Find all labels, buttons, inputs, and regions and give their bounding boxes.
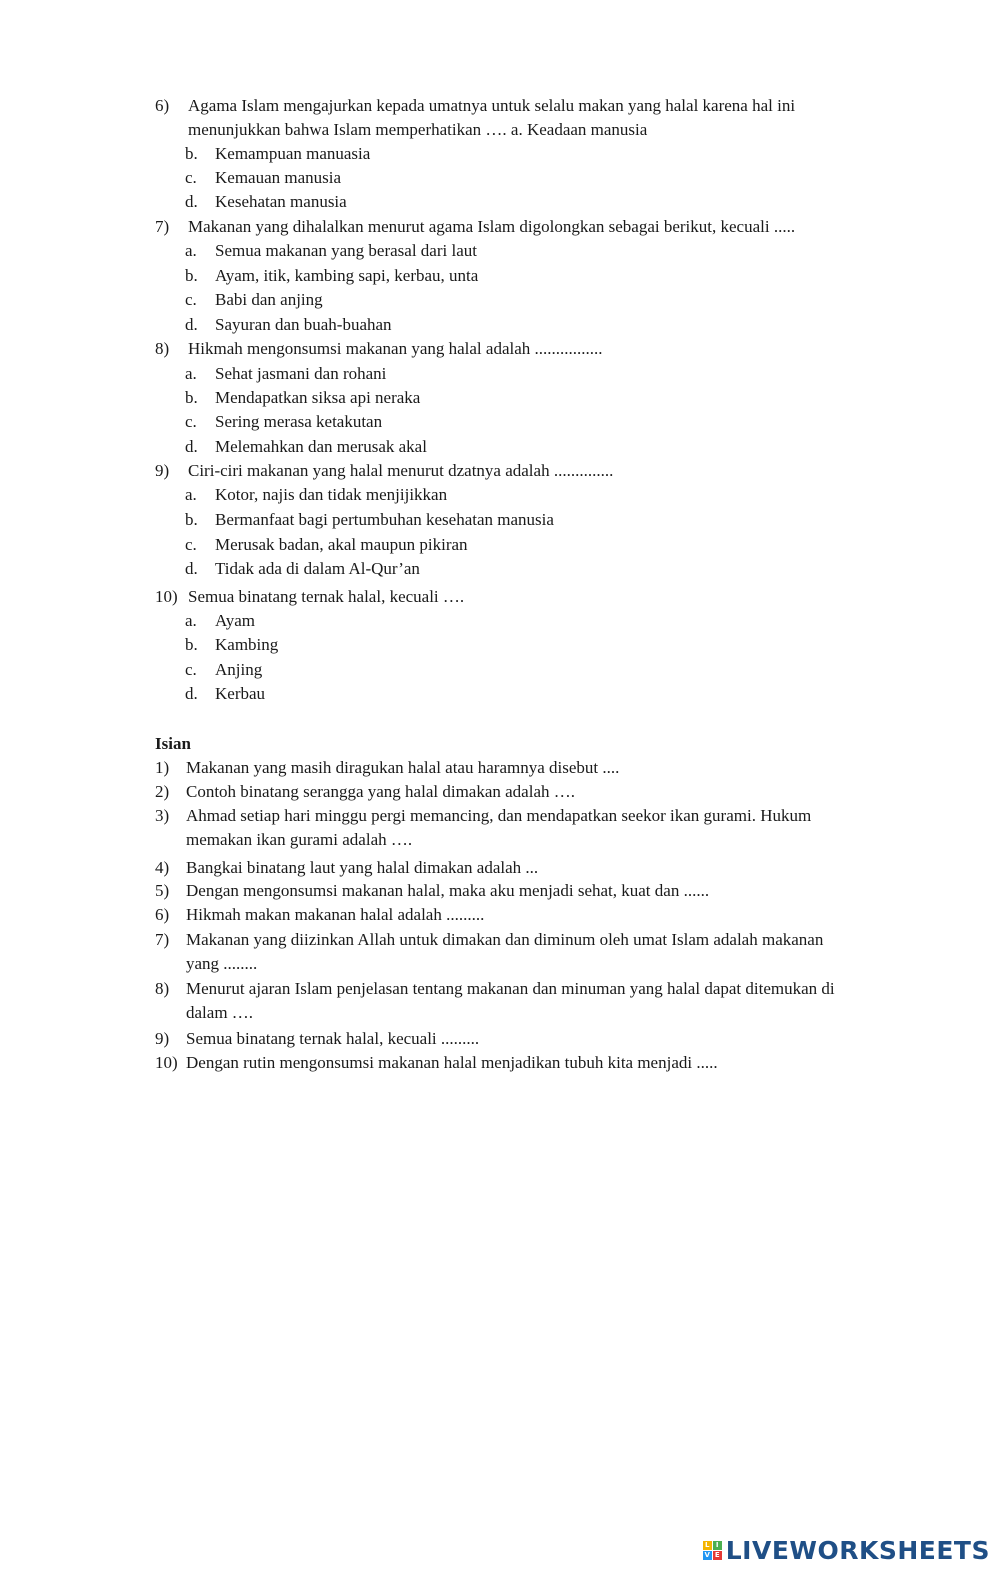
question-text: Semua binatang ternak halal, kecuali …. xyxy=(188,587,465,606)
option-item xyxy=(185,533,468,557)
item-number: 5) xyxy=(155,881,170,900)
option-text: Sering merasa ketakutan xyxy=(215,412,383,431)
question-7 xyxy=(155,215,915,239)
fill-in-item xyxy=(155,903,915,927)
option-letter: d. xyxy=(185,437,198,456)
option-item xyxy=(185,410,382,434)
option-letter: a. xyxy=(185,611,197,630)
option-letter: b. xyxy=(185,510,198,529)
option-letter: b. xyxy=(185,388,198,407)
option-letter: d. xyxy=(185,315,198,334)
fill-in-item xyxy=(155,780,915,804)
question-text-continued: menunjukkan bahwa Islam memperhatikan …. a. Keadaan manusia xyxy=(188,120,648,139)
logo-mark-cell: V xyxy=(704,1550,710,1559)
option-text: Babi dan anjing xyxy=(215,290,323,309)
option-letter: d. xyxy=(185,559,198,578)
option-text: Kerbau xyxy=(215,684,266,703)
option-item xyxy=(185,239,477,263)
item-number: 7) xyxy=(155,930,170,949)
logo-mark-cell: I xyxy=(713,1541,722,1550)
option-item xyxy=(185,609,255,633)
question-number: 10) xyxy=(155,587,178,606)
option-item xyxy=(185,682,265,706)
item-text: Hikmah makan makanan halal adalah ......... xyxy=(186,905,485,924)
question-9 xyxy=(155,459,915,483)
question-number: 9) xyxy=(155,461,170,480)
item-text-continued: yang ........ xyxy=(186,954,258,973)
option-text: Kambing xyxy=(215,635,279,654)
fill-in-item xyxy=(155,756,915,780)
item-text: Menurut ajaran Islam penjelasan tentang makanan dan minuman yang halal dapat ditemukan di xyxy=(186,979,835,998)
option-text: Sayuran dan buah-buahan xyxy=(215,315,392,334)
option-item xyxy=(185,435,427,459)
option-letter: c. xyxy=(185,412,197,431)
option-text: Mendapatkan siksa api neraka xyxy=(215,388,421,407)
option-text: Anjing xyxy=(215,660,263,679)
option-text: Tidak ada di dalam Al-Qur’an xyxy=(215,559,420,578)
logo-mark-cell: L xyxy=(703,1541,712,1550)
item-text-continued: dalam …. xyxy=(186,1003,254,1022)
option-item xyxy=(185,557,420,581)
option-letter: c. xyxy=(185,535,197,554)
option-text: Ayam xyxy=(215,611,255,630)
item-number: 1) xyxy=(155,758,170,777)
question-6 xyxy=(155,94,915,142)
fill-in-item xyxy=(155,1051,915,1075)
item-text-continued: memakan ikan gurami adalah …. xyxy=(186,830,413,849)
item-number: 8) xyxy=(155,979,170,998)
question-8 xyxy=(155,337,915,361)
option-letter: b. xyxy=(185,635,198,654)
option-item xyxy=(185,386,420,410)
option-text: Kemauan manusia xyxy=(215,168,342,187)
option-text: Kotor, najis dan tidak menjijikkan xyxy=(215,485,448,504)
liveworksheets-logo-mark-icon xyxy=(703,1541,722,1560)
option-item xyxy=(185,362,386,386)
option-item xyxy=(185,313,392,337)
item-text: Bangkai binatang laut yang halal dimakan adalah ... xyxy=(186,858,539,877)
option-text: Kemampuan manuasia xyxy=(215,144,371,163)
option-text: Melemahkan dan merusak akal xyxy=(215,437,427,456)
option-letter: b. xyxy=(185,266,198,285)
fill-in-item xyxy=(155,1027,915,1051)
option-item xyxy=(185,508,554,532)
option-text: Kesehatan manusia xyxy=(215,192,347,211)
item-number: 10) xyxy=(155,1053,178,1072)
liveworksheets-logo-text: LIVEWORKSHEETS xyxy=(725,1535,990,1565)
question-number: 8) xyxy=(155,339,170,358)
fill-in-item xyxy=(155,879,915,903)
option-item xyxy=(185,658,262,682)
option-text: Bermanfaat bagi pertumbuhan kesehatan manusia xyxy=(215,510,554,529)
fill-in-item xyxy=(155,804,915,852)
item-text: Dengan mengonsumsi makanan halal, maka aku menjadi sehat, kuat dan ...... xyxy=(186,881,710,900)
item-text: Ahmad setiap hari minggu pergi memancing, dan mendapatkan seekor ikan gurami. Hukum xyxy=(186,806,812,825)
liveworksheets-logo[interactable] xyxy=(703,1536,990,1564)
fill-in-item xyxy=(155,977,915,1025)
section-heading-isian: Isian xyxy=(155,734,191,753)
item-number: 6) xyxy=(155,905,170,924)
item-number: 9) xyxy=(155,1029,170,1048)
option-item xyxy=(185,142,370,166)
option-letter: a. xyxy=(185,241,197,260)
fill-in-item xyxy=(155,928,915,976)
option-text: Merusak badan, akal maupun pikiran xyxy=(215,535,468,554)
item-number: 4) xyxy=(155,858,170,877)
option-letter: b. xyxy=(185,144,198,163)
question-10 xyxy=(155,585,915,609)
option-item xyxy=(185,190,347,214)
item-text: Makanan yang diizinkan Allah untuk dimakan dan diminum oleh umat Islam adalah makanan xyxy=(186,930,824,949)
question-number: 6) xyxy=(155,96,170,115)
option-item xyxy=(185,264,478,288)
option-item xyxy=(185,166,341,190)
option-letter: a. xyxy=(185,485,197,504)
question-text: Agama Islam mengajurkan kepada umatnya untuk selalu makan yang halal karena hal ini xyxy=(188,96,796,115)
option-item xyxy=(185,483,447,507)
item-number: 3) xyxy=(155,806,170,825)
option-text: Semua makanan yang berasal dari laut xyxy=(215,241,477,260)
item-number: 2) xyxy=(155,782,170,801)
option-text: Ayam, itik, kambing sapi, kerbau, unta xyxy=(215,266,479,285)
question-text: Ciri-ciri makanan yang halal menurut dzatnya adalah .............. xyxy=(188,461,614,480)
option-text: Sehat jasmani dan rohani xyxy=(215,364,387,383)
option-letter: d. xyxy=(185,192,198,211)
option-letter: c. xyxy=(185,168,197,187)
option-item xyxy=(185,288,323,312)
option-item xyxy=(185,633,278,657)
item-text: Makanan yang masih diragukan halal atau haramnya disebut .... xyxy=(186,758,620,777)
question-number: 7) xyxy=(155,217,170,236)
option-letter: c. xyxy=(185,290,197,309)
item-text: Semua binatang ternak halal, kecuali ......... xyxy=(186,1029,480,1048)
question-text: Makanan yang dihalalkan menurut agama Islam digolongkan sebagai berikut, kecuali ..... xyxy=(188,217,796,236)
option-letter: c. xyxy=(185,660,197,679)
option-letter: d. xyxy=(185,684,198,703)
question-text: Hikmah mengonsumsi makanan yang halal adalah ................ xyxy=(188,339,603,358)
option-letter: a. xyxy=(185,364,197,383)
fill-in-item xyxy=(155,856,915,880)
item-text: Contoh binatang serangga yang halal dimakan adalah …. xyxy=(186,782,575,801)
logo-mark-cell: E xyxy=(713,1551,722,1560)
item-text: Dengan rutin mengonsumsi makanan halal menjadikan tubuh kita menjadi ..... xyxy=(186,1053,718,1072)
